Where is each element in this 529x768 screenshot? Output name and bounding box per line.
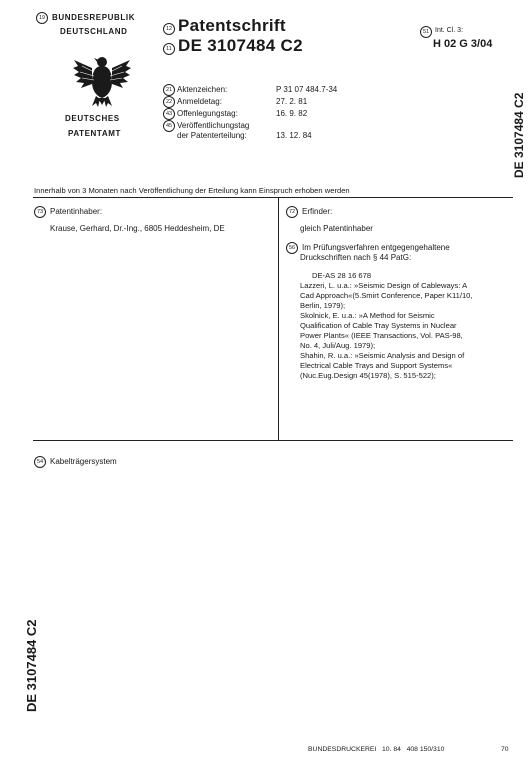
file-number-value: P 31 07 484.7-34 xyxy=(276,85,338,94)
ipc-label: Int. Cl. 3: xyxy=(435,27,464,34)
patentee-label: Patentinhaber: xyxy=(50,207,103,216)
inid-code-publication-date: 43 xyxy=(163,108,175,120)
citation-line-1: DE-AS 28 16 678 xyxy=(312,271,372,280)
page-number: 70 xyxy=(501,746,509,753)
filing-date-value: 27. 2. 81 xyxy=(276,97,308,106)
printer-imprint: BUNDESDRUCKEREI 10. 84 408 150/310 xyxy=(308,746,445,753)
inid-code-grant-date: 45 xyxy=(163,120,175,132)
frame-top-rule xyxy=(33,197,513,198)
inid-code-doc-number: 11 xyxy=(163,43,175,55)
inid-code-filing-date: 22 xyxy=(163,96,175,108)
citations-heading-1: Im Prüfungsverfahren entgegengehaltene xyxy=(302,243,450,252)
file-number-label: Aktenzeichen: xyxy=(177,85,228,94)
grant-date-label-2: der Patenterteilung: xyxy=(177,131,247,140)
inid-code-doc-type: 12 xyxy=(163,23,175,35)
inid-code-inventor: 72 xyxy=(286,206,298,218)
inid-code-citations: 56 xyxy=(286,242,298,254)
publication-date-value: 16. 9. 82 xyxy=(276,109,308,118)
citation-line-11: (Nuc.Eug.Design 45(1978), S. 515-522); xyxy=(300,371,436,380)
citation-line-10: Electrical Cable Trays and Support Systems« xyxy=(300,361,453,370)
country-line1: BUNDESREPUBLIK xyxy=(52,13,136,22)
federal-eagle-icon xyxy=(72,52,132,108)
citation-line-3: Cad Approach«(5.Smirt Conference, Paper K11/10, xyxy=(300,291,473,300)
frame-divider xyxy=(278,197,279,441)
citation-line-5: Skolnick, E. u.a.: »A Method for Seismic xyxy=(300,311,435,320)
inid-code-title: 54 xyxy=(34,456,46,468)
citations-heading-2: Druckschriften nach § 44 PatG: xyxy=(300,253,412,262)
filing-date-label: Anmeldetag: xyxy=(177,97,222,106)
citation-line-9: Shahin, R. u.a.: »Seismic Analysis and Design of xyxy=(300,351,465,360)
country-line2: DEUTSCHLAND xyxy=(60,27,128,36)
publication-date-label: Offenlegungstag: xyxy=(177,109,238,118)
side-document-number-bottom: DE 3107484 C2 xyxy=(24,619,39,712)
invention-title: Kabelträgersystem xyxy=(50,457,117,466)
inventor-label: Erfinder: xyxy=(302,207,333,216)
inid-code-file-number: 21 xyxy=(163,84,175,96)
citation-line-7: Power Plants« (IEEE Transactions, Vol. PAS-98, xyxy=(300,331,463,340)
opposition-notice: Innerhalb von 3 Monaten nach Veröffentlichung der Erteilung kann Einspruch erhoben werden xyxy=(34,186,350,195)
citation-line-8: No. 4, Juli/Aug. 1979); xyxy=(300,341,376,350)
inid-code-ipc: 51 xyxy=(420,26,432,38)
inventor-value: gleich Patentinhaber xyxy=(300,224,373,233)
document-number: DE 3107484 C2 xyxy=(178,36,303,55)
citation-line-2: Lazzeri, L. u.a.: »Seismic Design of Cableways: A xyxy=(300,281,468,290)
office-line1: DEUTSCHES xyxy=(65,114,120,123)
citation-line-4: Berlin, 1979); xyxy=(300,301,346,310)
side-document-number-top: DE 3107484 C2 xyxy=(512,92,526,178)
document-type: Patentschrift xyxy=(178,16,286,35)
patentee-value: Krause, Gerhard, Dr.-Ing., 6805 Heddesheim, DE xyxy=(50,224,225,233)
grant-date-value: 13. 12. 84 xyxy=(276,131,312,140)
office-line2: PATENTAMT xyxy=(68,129,121,138)
frame-bottom-rule xyxy=(33,440,513,441)
grant-date-label: Veröffentlichungstag xyxy=(177,121,250,130)
inid-code-country: 19 xyxy=(36,12,48,24)
inid-code-patentee: 73 xyxy=(34,206,46,218)
citation-line-6: Qualification of Cable Tray Systems in Nuclear xyxy=(300,321,457,330)
ipc-value: H 02 G 3/04 xyxy=(433,38,493,50)
